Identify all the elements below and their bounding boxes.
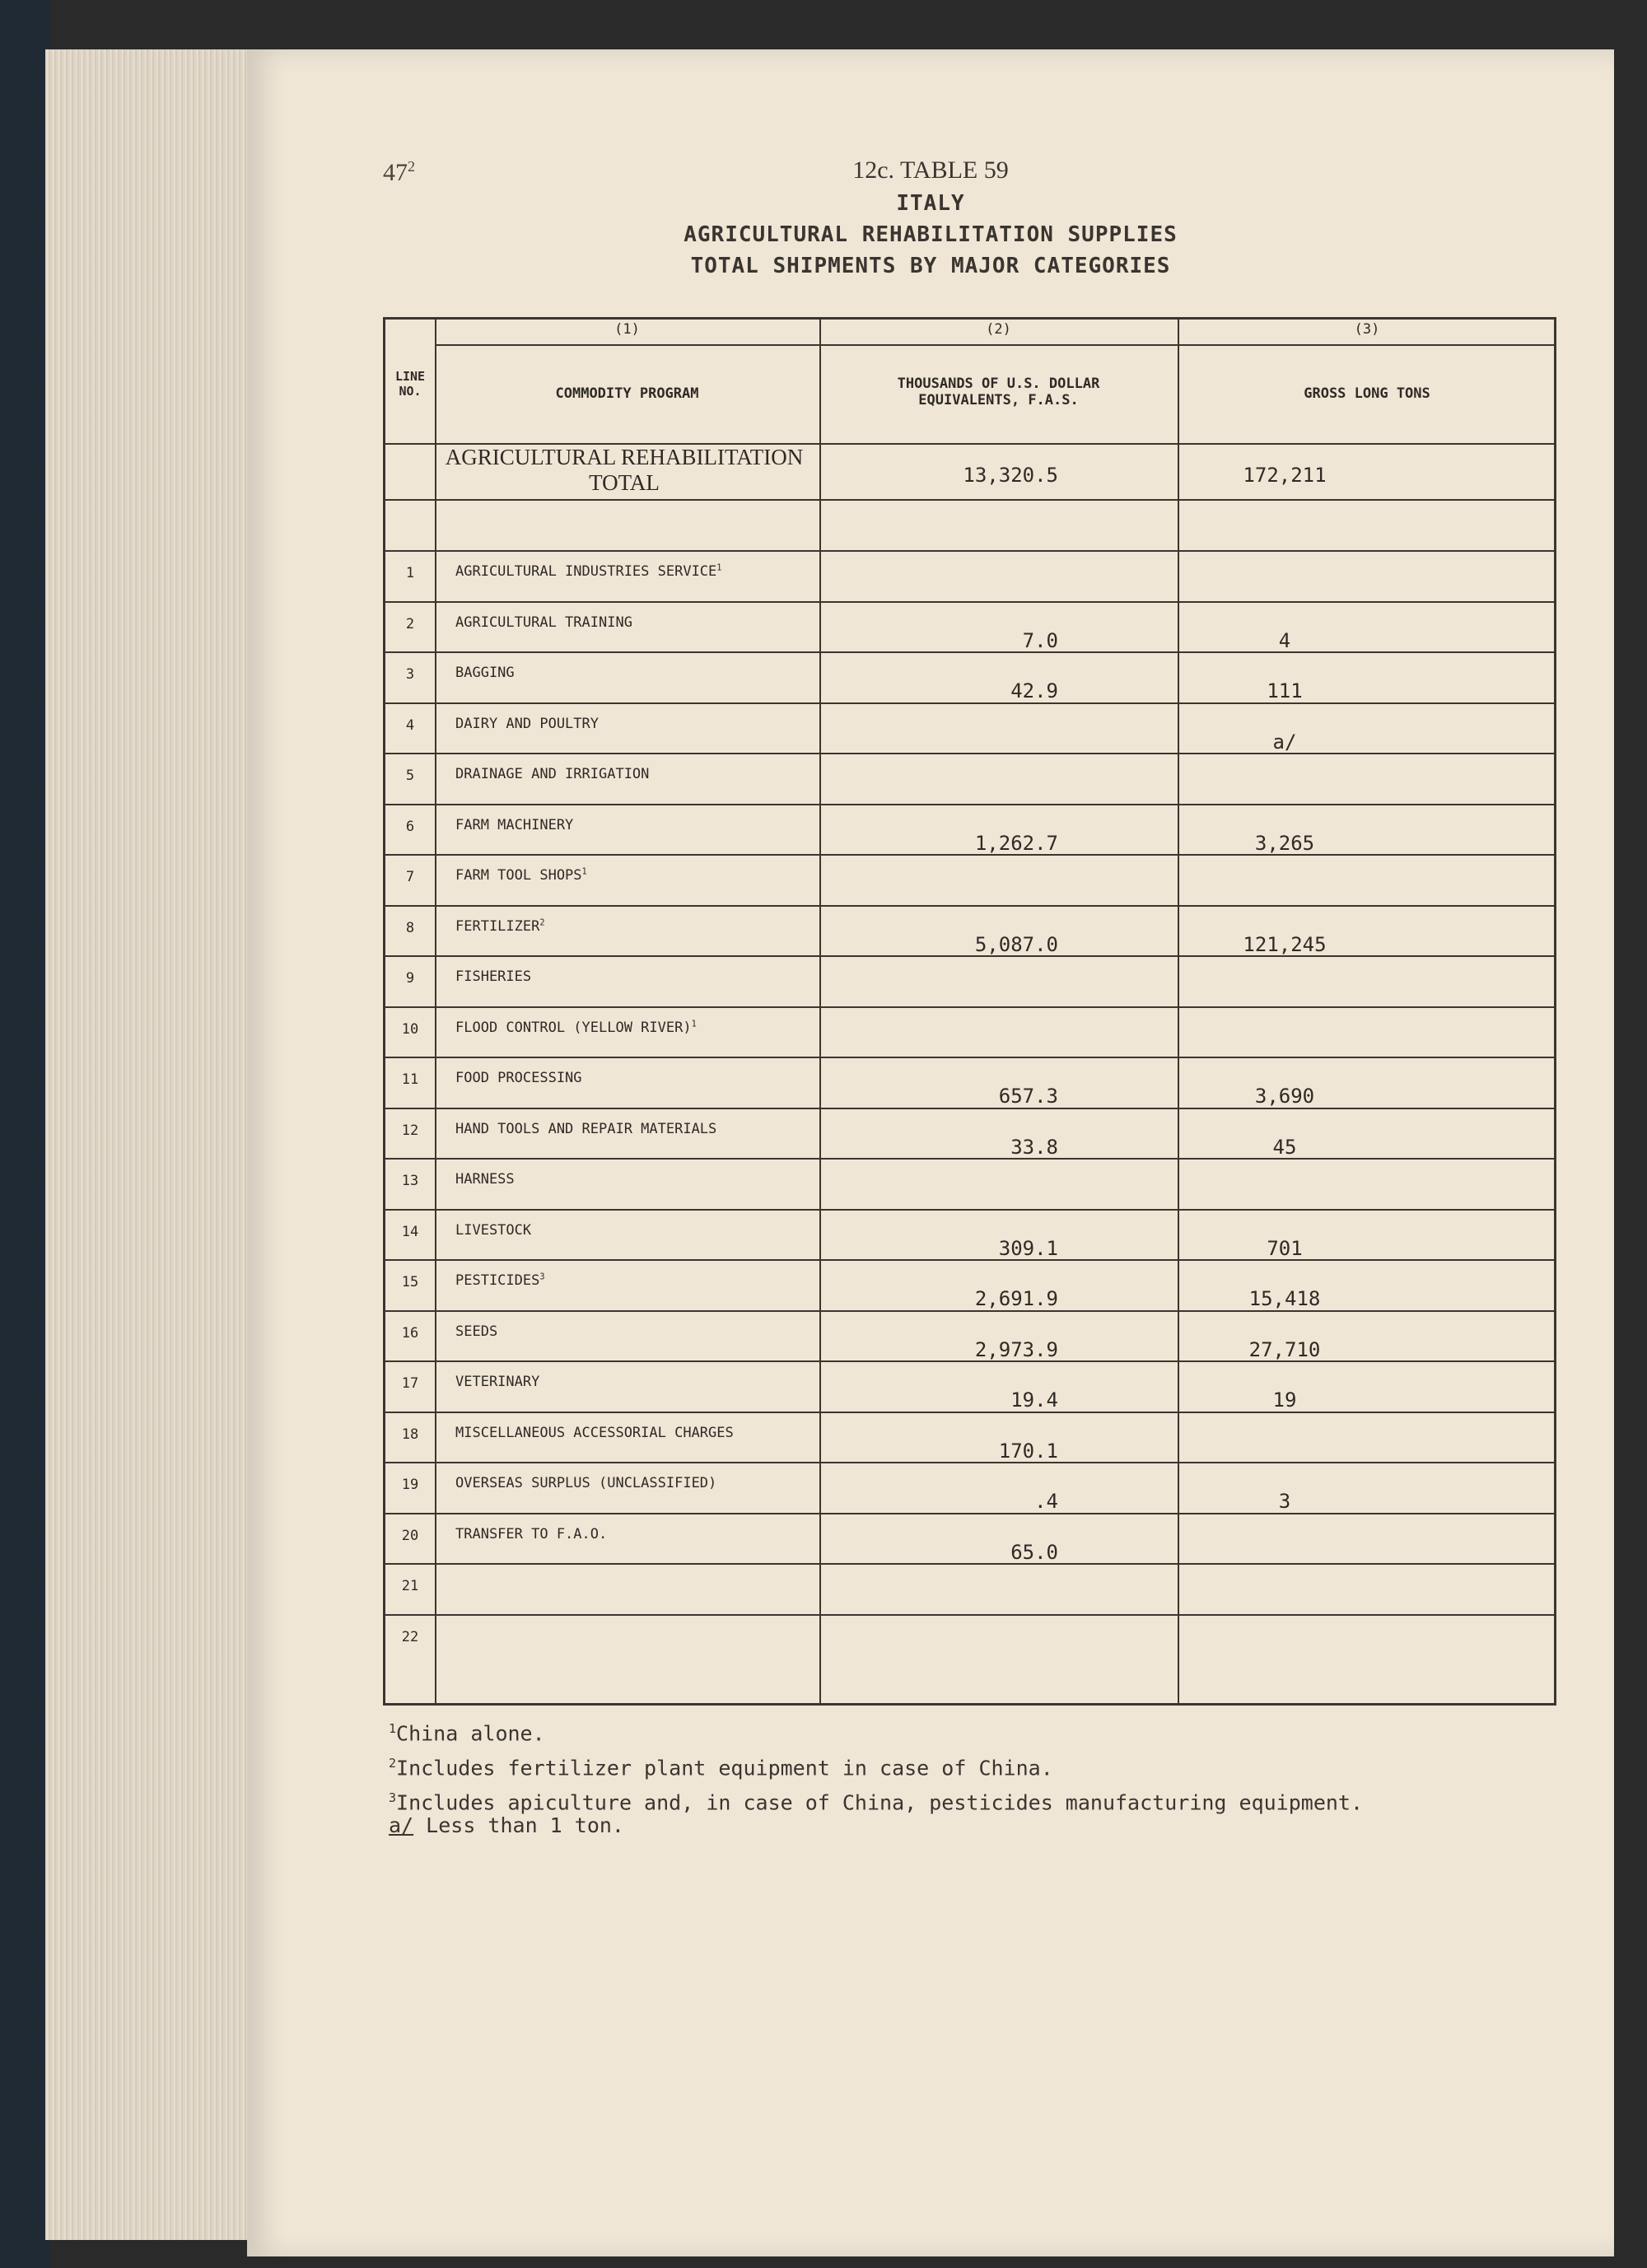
line-number: 10 [401, 1020, 419, 1038]
dollars-value: .4 [1034, 1490, 1058, 1513]
line-number: 8 [405, 919, 415, 936]
commodity-program-label: DRAINAGE AND IRRIGATION [455, 766, 650, 782]
commodity-program [455, 817, 573, 833]
commodity-program-label: MISCELLANEOUS ACCESSORIAL CHARGES [455, 1424, 734, 1441]
dollars-value: 19.4 [1010, 1388, 1058, 1412]
row-divider [385, 905, 1554, 907]
commodity-program-label: HARNESS [455, 1171, 515, 1188]
commodity-program [455, 614, 632, 631]
tons-value: 701 [1267, 1236, 1303, 1260]
commodity-program-label: FISHERIES [455, 968, 532, 985]
footnote-ref: 1 [691, 1019, 697, 1029]
table-title: AGRICULTURAL REHABILITATION SUPPLIES [684, 222, 1178, 247]
tons-value: 3,690 [1254, 1085, 1315, 1108]
line-number: 13 [401, 1173, 419, 1189]
total-dollars: 13,320.5 [963, 464, 1058, 487]
commodity-program-label: HAND TOOLS AND REPAIR MATERIALS [455, 1120, 717, 1137]
dollars-value: 1,262.7 [974, 831, 1058, 855]
dollars-value: 2,973.9 [974, 1337, 1058, 1361]
table-country: ITALY [896, 191, 965, 216]
commodity-program-label: FOOD PROCESSING [455, 1070, 582, 1086]
row-divider [385, 1360, 1554, 1362]
line-number: 17 [401, 1375, 419, 1392]
line-number: 9 [405, 970, 415, 987]
commodity-program [455, 665, 515, 681]
page-edges [45, 49, 251, 2240]
commodity-program [455, 1070, 582, 1086]
footnote-text: Includes fertilizer plant equipment in case of China. [396, 1756, 1053, 1780]
footnote-text: Includes apiculture and, in case of China, pesticides manufacturing equipment. [396, 1790, 1364, 1815]
header-divider [435, 344, 1554, 346]
dollars-value: 42.9 [1010, 679, 1058, 702]
line-number: 14 [401, 1223, 419, 1240]
book-spine [0, 0, 49, 2268]
commodity-program-label: TRANSFER TO F.A.O. [455, 1525, 608, 1542]
footnote-ref: 1 [716, 563, 722, 573]
line-number: 15 [401, 1274, 419, 1290]
total-divider [385, 499, 1554, 501]
dollars-value: 2,691.9 [974, 1287, 1058, 1310]
commodity-program [455, 563, 721, 580]
footnote [389, 1790, 1363, 1814]
tons-value: 27,710 [1248, 1337, 1321, 1361]
footnote-mark: 1 [389, 1721, 397, 1736]
line-number: 4 [405, 716, 415, 734]
line-number: 7 [405, 869, 415, 885]
line-number: 6 [405, 818, 415, 835]
commodity-program [455, 918, 545, 935]
col-divider [435, 320, 436, 1703]
commodity-program-label: FARM MACHINERY [455, 816, 574, 833]
line-number: 12 [401, 1122, 419, 1139]
commodity-program [455, 1020, 697, 1036]
col-number-1: (1) [614, 321, 640, 338]
line-number: 19 [401, 1477, 419, 1493]
tons-value: 111 [1267, 679, 1303, 702]
row-divider [385, 1462, 1554, 1463]
line-number: 21 [401, 1578, 419, 1594]
line-number: 16 [401, 1324, 419, 1342]
commodity-program [455, 1323, 497, 1340]
line-number: 3 [405, 666, 415, 683]
commodity-program [455, 1121, 716, 1137]
row-divider [385, 1614, 1554, 1616]
line-number: 5 [405, 768, 415, 784]
commodity-program [455, 1272, 545, 1289]
commodity-program-label: VETERINARY [455, 1374, 540, 1390]
commodity-program [455, 1374, 539, 1390]
table-subtitle: TOTAL SHIPMENTS BY MAJOR CATEGORIES [690, 254, 1171, 278]
row-divider [385, 651, 1554, 653]
footnote-mark: 3 [389, 1790, 397, 1805]
line-no-header: LINE NO. [394, 369, 426, 399]
tons-value: 45 [1272, 1135, 1297, 1159]
dollars-value: 65.0 [1010, 1540, 1058, 1564]
commodity-program [455, 1526, 607, 1542]
commodity-program-label: PESTICIDES [455, 1272, 540, 1289]
tons-value: 3 [1278, 1490, 1291, 1513]
commodity-program-label: SEEDS [455, 1323, 498, 1340]
commodity-program-label: OVERSEAS SURPLUS (UNCLASSIFIED) [455, 1475, 717, 1491]
commodity-program-label: AGRICULTURAL TRAINING [455, 614, 632, 631]
row-divider [385, 702, 1554, 704]
dollars-value: 170.1 [998, 1439, 1058, 1463]
footnote [389, 1756, 1053, 1780]
row-divider [385, 1259, 1554, 1261]
footnote-text: China alone. [396, 1721, 545, 1746]
tons-value: 19 [1272, 1388, 1297, 1412]
col-number-2: (2) [986, 321, 1011, 338]
tons-value: a/ [1272, 730, 1297, 754]
footnote-ref: 3 [539, 1272, 545, 1282]
footnote-ref: 2 [539, 917, 545, 927]
row-divider [385, 1513, 1554, 1514]
tons-value: 3,265 [1254, 831, 1315, 855]
line-number: 2 [405, 615, 415, 632]
commodity-program-label: FERTILIZER [455, 917, 540, 935]
row-divider [385, 1006, 1554, 1008]
row-divider [385, 1412, 1554, 1413]
row-divider [385, 601, 1554, 603]
commodity-program [455, 968, 531, 985]
line-number: 22 [401, 1628, 419, 1645]
dollars-value: 7.0 [1022, 628, 1058, 652]
commodity-header: COMMODITY PROGRAM [555, 385, 699, 402]
commodity-program [455, 766, 649, 782]
footnote-text: Less than 1 ton. [413, 1813, 624, 1837]
dollars-value: 309.1 [998, 1236, 1058, 1260]
commodity-program [455, 1475, 716, 1491]
commodity-program [455, 716, 599, 732]
shipments-table [383, 317, 1556, 1706]
row-divider [385, 1209, 1554, 1211]
commodity-program [455, 1222, 531, 1239]
footnote [389, 1813, 624, 1837]
row-divider [385, 854, 1554, 856]
row-divider [385, 804, 1554, 805]
book-page [247, 49, 1614, 2256]
row-divider [385, 1158, 1554, 1160]
commodity-program-label: LIVESTOCK [455, 1221, 532, 1239]
row-divider [385, 1108, 1554, 1109]
footnote-mark: 2 [389, 1756, 397, 1771]
dollars-value: 5,087.0 [974, 932, 1058, 956]
line-number: 18 [401, 1426, 419, 1443]
total-label: AGRICULTURAL REHABILITATION TOTAL [445, 445, 804, 495]
row-divider [385, 550, 1554, 552]
commodity-program [455, 1425, 734, 1441]
footnote-mark: a/ [389, 1813, 414, 1837]
page-number: $47^2$ [383, 158, 415, 186]
line-number: 1 [405, 565, 415, 581]
tons-header: GROSS LONG TONS [1304, 385, 1430, 402]
dollars-value: 33.8 [1010, 1135, 1058, 1159]
table-id: 12c. TABLE 59 [852, 156, 1009, 184]
tons-value: 4 [1278, 628, 1291, 652]
dollars-header: THOUSANDS OF U.S. DOLLAR EQUIVALENTS, F.A.S. [897, 376, 1100, 408]
commodity-program-label: FARM TOOL SHOPS [455, 867, 582, 884]
footnote-ref: 1 [581, 867, 587, 877]
commodity-program [455, 1171, 515, 1188]
dollars-value: 657.3 [998, 1085, 1058, 1108]
row-divider [385, 955, 1554, 957]
tons-value: 15,418 [1248, 1287, 1321, 1310]
col-number-3: (3) [1354, 321, 1380, 338]
line-number: 20 [401, 1527, 419, 1544]
total-tons: 172,211 [1243, 464, 1327, 487]
row-divider [385, 1310, 1554, 1312]
tons-value: 121,245 [1243, 932, 1327, 956]
commodity-program-label: BAGGING [455, 665, 515, 681]
line-number: 11 [401, 1071, 419, 1088]
commodity-program [455, 867, 587, 884]
commodity-program-label: FLOOD CONTROL (YELLOW RIVER) [455, 1019, 692, 1036]
commodity-program-label: DAIRY AND POULTRY [455, 715, 599, 732]
row-divider [385, 1563, 1554, 1565]
row-divider [385, 1057, 1554, 1058]
commodity-program-label: AGRICULTURAL INDUSTRIES SERVICE [455, 563, 717, 580]
footnote [389, 1721, 545, 1745]
row-divider [385, 753, 1554, 754]
